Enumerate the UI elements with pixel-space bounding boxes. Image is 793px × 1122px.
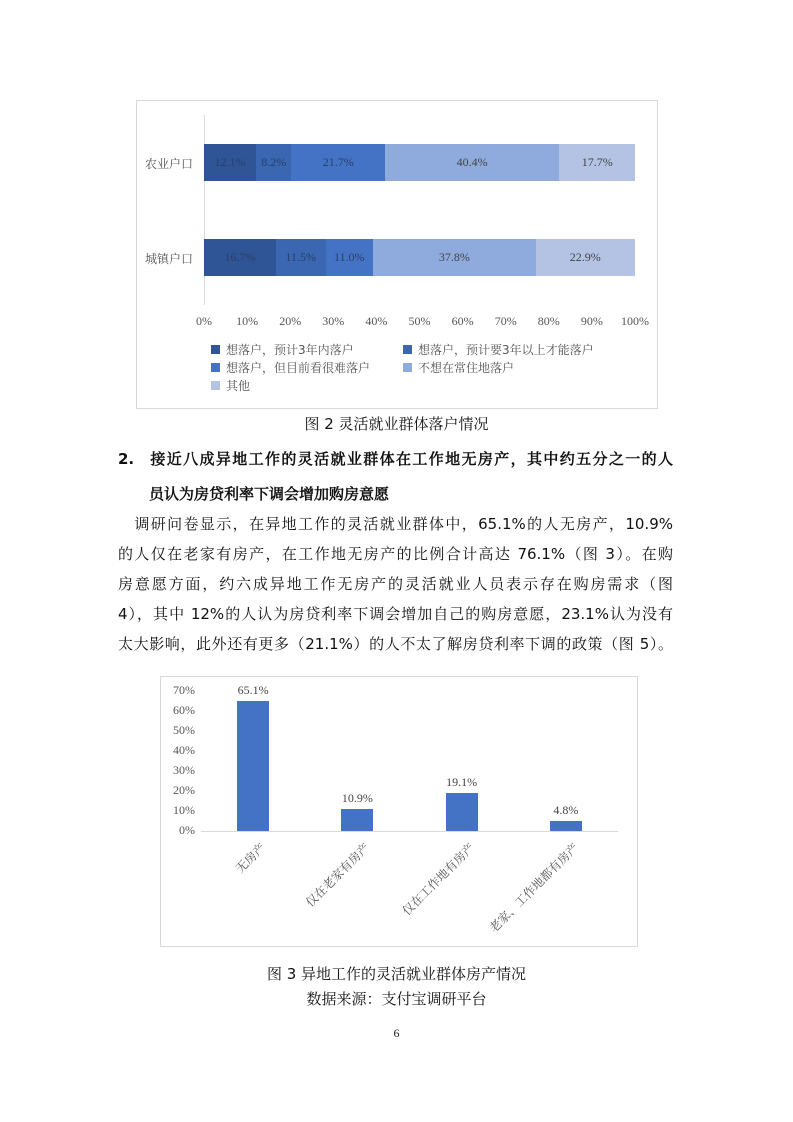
x-tick-label: 70%	[494, 314, 517, 328]
paragraph-line: 的人仅在老家有房产，在工作地无房产的比例合计高达 76.1%（图 3）。在购	[118, 545, 673, 563]
figure-2-caption: 图 2 灵活就业群体落户情况	[304, 415, 489, 433]
x-tick-label: 100%	[621, 314, 649, 328]
bar	[237, 701, 269, 831]
y-tick-label: 50%	[173, 723, 195, 737]
x-category-label: 仅在老家有房产	[303, 840, 373, 910]
bar-segment: 12.1%	[204, 144, 256, 181]
x-tick-label: 60%	[451, 314, 474, 328]
legend-item	[211, 377, 250, 394]
bar-segment: 8.2%	[256, 144, 291, 181]
paragraph-line: 太大影响，此外还有更多（21.1%）的人不太了解房贷利率下调的政策（图 5）。	[118, 635, 673, 653]
y-tick-label: 40%	[173, 743, 195, 757]
figure-3-caption: 图 3 异地工作的灵活就业群体房产情况	[266, 965, 527, 983]
x-category-label: 老家、工作地都有房产	[486, 840, 582, 936]
legend-item	[211, 359, 370, 376]
legend-swatch	[211, 345, 220, 354]
category-label: 农业户口	[145, 157, 194, 171]
bar-segment: 11.5%	[276, 239, 326, 276]
bar-segment: 16.7%	[204, 239, 276, 276]
data-label: 4.8%	[553, 803, 579, 818]
y-tick-label: 20%	[173, 783, 195, 797]
x-tick-label: 90%	[580, 314, 603, 328]
paragraph-line: 4），其中 12%的人认为房贷利率下调会增加自己的购房意愿，23.1%认为没有	[118, 605, 673, 623]
paragraph-line: 房意愿方面，约六成异地工作无房产的灵活就业人员表示存在购房需求（图	[118, 575, 673, 593]
data-label: 65.1%	[237, 682, 269, 697]
legend-label: 不想在常住地落户	[418, 361, 515, 375]
legend-swatch	[403, 345, 412, 354]
x-axis-line	[201, 831, 618, 832]
bar-segment: 11.0%	[326, 239, 373, 276]
legend-item	[403, 359, 514, 376]
y-tick-label: 30%	[173, 763, 195, 777]
legend-swatch	[403, 363, 412, 372]
legend-label: 其他	[226, 379, 251, 393]
legend-item	[211, 341, 354, 358]
x-tick-label: 40%	[365, 314, 388, 328]
page-number: 6	[393, 1026, 400, 1040]
x-tick-label: 80%	[537, 314, 560, 328]
x-category-label: 仅在工作地有房产	[399, 840, 477, 919]
paragraph-line: 调研问卷显示，在异地工作的灵活就业群体中，65.1%的人无房产，10.9%	[118, 515, 673, 533]
bar-segment: 21.7%	[291, 144, 385, 181]
bar	[550, 821, 582, 831]
bar	[341, 809, 373, 831]
legend-label: 想落户，预计要3年以上才能落户	[418, 343, 594, 357]
x-tick-label: 50%	[408, 314, 431, 328]
category-label: 城镇户口	[145, 252, 194, 266]
x-category-label: 无房产	[233, 840, 269, 876]
y-tick-label: 70%	[173, 683, 195, 697]
bar-segment: 22.9%	[536, 239, 635, 276]
x-tick-label: 30%	[322, 314, 345, 328]
x-tick-label: 20%	[279, 314, 302, 328]
bar-segment: 40.4%	[385, 144, 559, 181]
data-label: 19.1%	[446, 774, 478, 789]
heading-number: 2.	[118, 450, 135, 468]
x-tick-label: 10%	[236, 314, 259, 328]
heading-line-2: 员认为房贷利率下调会增加购房意愿	[149, 485, 390, 503]
y-tick-label: 10%	[173, 803, 195, 817]
x-tick-label: 0%	[196, 314, 212, 328]
bar-segment: 17.7%	[559, 144, 635, 181]
settlement-chart	[136, 100, 658, 409]
legend-swatch	[211, 381, 220, 390]
legend-swatch	[211, 363, 220, 372]
legend-item	[403, 341, 594, 358]
bar-segment: 37.8%	[373, 239, 536, 276]
data-label: 10.9%	[341, 791, 373, 806]
y-tick-label: 60%	[173, 703, 195, 717]
heading-line-1: 接近八成异地工作的灵活就业群体在工作地无房产，其中约五分之一的人	[149, 450, 673, 468]
y-tick-label: 0%	[179, 823, 195, 837]
bar	[446, 793, 478, 831]
property-chart	[160, 676, 638, 947]
legend-label: 想落户，但目前看很难落户	[226, 361, 371, 375]
data-source: 数据来源：支付宝调研平台	[306, 990, 487, 1008]
legend-label: 想落户，预计3年内落户	[226, 343, 354, 357]
